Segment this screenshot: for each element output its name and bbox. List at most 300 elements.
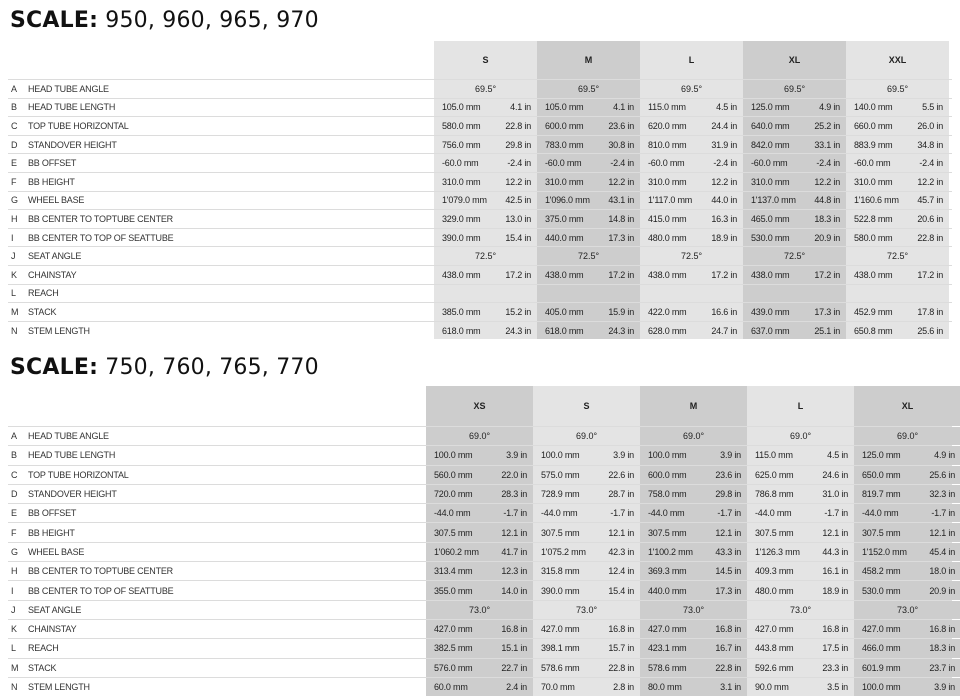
mm-value: 600.0 mm	[648, 469, 687, 480]
geometry-table-scale-700	[8, 386, 955, 696]
inch-value: 12.1 in	[501, 527, 527, 538]
inch-value: 3.9 in	[720, 450, 741, 461]
size-header-m: M	[537, 41, 640, 79]
table-cell	[846, 210, 949, 228]
title-lead: SCALE:	[10, 355, 99, 380]
inch-value: 22.8 in	[715, 662, 741, 673]
table-row	[8, 153, 952, 172]
inch-value: 4.9 in	[819, 102, 840, 113]
table-cell	[743, 192, 846, 210]
mm-value: 355.0 mm	[434, 585, 473, 596]
table-cell	[426, 466, 533, 484]
row-letter: A	[11, 431, 18, 442]
inch-value: 25.6 in	[917, 325, 943, 336]
table-cell	[640, 562, 747, 580]
mm-value: 660.0 mm	[854, 120, 893, 131]
inch-value: 23.6 in	[608, 120, 634, 131]
table-row	[8, 302, 952, 321]
table-row	[8, 619, 955, 638]
mm-value: 423.1 mm	[648, 643, 687, 654]
mm-value: 427.0 mm	[648, 624, 687, 635]
table-cell	[640, 543, 747, 561]
table-cell	[537, 192, 640, 210]
table-cell	[854, 446, 960, 464]
table-cell	[640, 523, 747, 541]
angle-value: 72.5°	[680, 251, 703, 262]
row-letter: J	[11, 604, 16, 615]
mm-value: 728.9 mm	[541, 489, 580, 500]
angle-value: 73.0°	[896, 604, 919, 615]
inch-value: 3.9 in	[613, 450, 634, 461]
mm-value: 307.5 mm	[434, 527, 473, 538]
inch-value: 44.3 in	[822, 546, 848, 557]
inch-value: 18.9 in	[711, 232, 737, 243]
row-label: TOP TUBE HORIZONTAL	[28, 469, 129, 480]
mm-value: 1'152.0 mm	[862, 546, 907, 557]
row-letter: B	[11, 450, 18, 461]
inch-value: 18.0 in	[929, 566, 955, 577]
inch-value: 16.7 in	[715, 643, 741, 654]
table-cell	[426, 427, 533, 445]
inch-value: 12.4 in	[608, 566, 634, 577]
row-label: HEAD TUBE ANGLE	[28, 431, 109, 442]
inch-value: 24.3 in	[505, 325, 531, 336]
inch-value: 17.2 in	[814, 269, 840, 280]
angle-value: 73.0°	[789, 604, 812, 615]
table-cell	[533, 581, 640, 599]
table-cell	[854, 562, 960, 580]
table-cell	[640, 154, 743, 172]
inch-value: 12.2 in	[505, 176, 531, 187]
table-cell	[743, 210, 846, 228]
table-row	[8, 79, 952, 98]
inch-value: 12.3 in	[501, 566, 527, 577]
inch-value: 16.8 in	[501, 624, 527, 635]
table-cell	[533, 427, 640, 445]
table-cell	[846, 247, 949, 265]
inch-value: 28.3 in	[501, 489, 527, 500]
table-cell	[854, 620, 960, 638]
size-header-s: S	[434, 41, 537, 79]
table-cell	[434, 303, 537, 321]
row-label: STANDOVER HEIGHT	[28, 139, 117, 150]
inch-value: 17.2 in	[711, 269, 737, 280]
table-row	[8, 209, 952, 228]
mm-value: 1'117.0 mm	[648, 195, 693, 206]
table-cell	[640, 485, 747, 503]
table-cell	[846, 117, 949, 135]
mm-value: 405.0 mm	[545, 306, 584, 317]
table-cell	[747, 562, 854, 580]
inch-value: 20.9 in	[814, 232, 840, 243]
table-cell	[743, 247, 846, 265]
inch-value: 14.5 in	[715, 566, 741, 577]
mm-value: 307.5 mm	[648, 527, 687, 538]
table-cell	[640, 427, 747, 445]
inch-value: -2.4 in	[610, 158, 634, 169]
mm-value: 1'137.0 mm	[751, 195, 796, 206]
table-row	[8, 116, 952, 135]
mm-value: 100.0 mm	[862, 682, 901, 692]
row-letter: L	[11, 643, 17, 654]
row-label: BB CENTER TO TOPTUBE CENTER	[28, 566, 173, 577]
inch-value: 44.8 in	[814, 195, 840, 206]
inch-value: 2.8 in	[613, 682, 634, 692]
inch-value: 3.1 in	[720, 682, 741, 692]
inch-value: 16.1 in	[822, 566, 848, 577]
angle-value: 69.5°	[783, 83, 806, 94]
table-cell	[537, 266, 640, 284]
angle-value: 72.5°	[577, 251, 600, 262]
table-cell	[743, 173, 846, 191]
mm-value: 465.0 mm	[751, 213, 790, 224]
size-header-xl: XL	[743, 41, 846, 79]
mm-value: 100.0 mm	[648, 450, 687, 461]
mm-value: -44.0 mm	[541, 508, 578, 519]
table-cell	[533, 659, 640, 677]
inch-value: 32.3 in	[929, 489, 955, 500]
table-cell	[640, 229, 743, 247]
table-cell	[846, 99, 949, 117]
table-cell	[743, 285, 846, 303]
inch-value: 3.9 in	[934, 682, 955, 692]
inch-value: 16.3 in	[711, 213, 737, 224]
table-row	[8, 191, 952, 210]
mm-value: 1'096.0 mm	[545, 195, 590, 206]
table-cell	[747, 659, 854, 677]
inch-value: 23.6 in	[715, 469, 741, 480]
angle-value: 72.5°	[474, 251, 497, 262]
table-cell	[640, 466, 747, 484]
table-cell	[434, 154, 537, 172]
row-label: HEAD TUBE LENGTH	[28, 450, 116, 461]
mm-value: 650.8 mm	[854, 325, 893, 336]
inch-value: 25.6 in	[929, 469, 955, 480]
mm-value: 100.0 mm	[434, 450, 473, 461]
table-cell	[846, 322, 949, 340]
inch-value: 16.6 in	[711, 306, 737, 317]
inch-value: 25.1 in	[814, 325, 840, 336]
inch-value: -2.4 in	[713, 158, 737, 169]
row-letter: C	[11, 120, 18, 131]
inch-value: 12.2 in	[814, 176, 840, 187]
table-cell	[434, 173, 537, 191]
inch-value: 22.8 in	[505, 120, 531, 131]
table-cell	[426, 446, 533, 464]
angle-value: 69.0°	[682, 431, 705, 442]
table-cell	[426, 581, 533, 599]
inch-value: 24.4 in	[711, 120, 737, 131]
mm-value: 310.0 mm	[751, 176, 790, 187]
table-row	[8, 561, 955, 580]
mm-value: 480.0 mm	[648, 232, 687, 243]
mm-value: 382.5 mm	[434, 643, 473, 654]
inch-value: 17.3 in	[814, 306, 840, 317]
table-cell	[640, 117, 743, 135]
title-models: 950, 960, 965, 970	[105, 8, 319, 33]
inch-value: 14.8 in	[608, 213, 634, 224]
inch-value: 15.7 in	[608, 643, 634, 654]
table-cell	[747, 620, 854, 638]
inch-value: 15.4 in	[608, 585, 634, 596]
table-cell	[747, 504, 854, 522]
row-label: REACH	[28, 643, 59, 654]
row-letter: F	[11, 176, 17, 187]
inch-value: 4.9 in	[934, 450, 955, 461]
inch-value: 16.8 in	[929, 624, 955, 635]
inch-value: 22.7 in	[501, 662, 527, 673]
mm-value: 385.0 mm	[442, 306, 481, 317]
angle-value: 69.0°	[896, 431, 919, 442]
inch-value: 20.6 in	[917, 213, 943, 224]
table-cell	[747, 678, 854, 696]
table-cell	[533, 620, 640, 638]
table-cell	[846, 229, 949, 247]
table-cell	[846, 266, 949, 284]
table-cell	[640, 322, 743, 340]
mm-value: 592.6 mm	[755, 662, 794, 673]
table-row	[8, 265, 952, 284]
table-cell	[434, 117, 537, 135]
mm-value: 307.5 mm	[755, 527, 794, 538]
table-cell	[537, 285, 640, 303]
table-cell	[640, 210, 743, 228]
table-cell	[537, 210, 640, 228]
mm-value: 480.0 mm	[755, 585, 794, 596]
angle-value: 69.5°	[474, 83, 497, 94]
table-cell	[426, 659, 533, 677]
inch-value: 12.1 in	[929, 527, 955, 538]
table-cell	[434, 210, 537, 228]
table-cell	[854, 485, 960, 503]
table-cell	[537, 322, 640, 340]
inch-value: -2.4 in	[816, 158, 840, 169]
table-cell	[533, 485, 640, 503]
table-cell	[640, 639, 747, 657]
mm-value: -60.0 mm	[751, 158, 788, 169]
mm-value: -44.0 mm	[434, 508, 471, 519]
table-row	[8, 465, 955, 484]
table-cell	[640, 601, 747, 619]
angle-value: 72.5°	[783, 251, 806, 262]
row-label: CHAINSTAY	[28, 624, 77, 635]
mm-value: 522.8 mm	[854, 213, 893, 224]
row-letter: F	[11, 527, 17, 538]
row-letter: N	[11, 682, 18, 692]
inch-value: 31.0 in	[822, 489, 848, 500]
row-label: BB CENTER TO TOP OF SEATTUBE	[28, 585, 174, 596]
table-cell	[537, 229, 640, 247]
inch-value: 15.9 in	[608, 306, 634, 317]
mm-value: 105.0 mm	[545, 102, 584, 113]
table-cell	[747, 427, 854, 445]
mm-value: -44.0 mm	[755, 508, 792, 519]
table-cell	[434, 247, 537, 265]
mm-value: 628.0 mm	[648, 325, 687, 336]
inch-value: 18.9 in	[822, 585, 848, 596]
row-label: WHEEL BASE	[28, 195, 85, 206]
row-label: REACH	[28, 288, 59, 299]
inch-value: 34.8 in	[917, 139, 943, 150]
mm-value: 390.0 mm	[442, 232, 481, 243]
table-row	[8, 98, 952, 117]
inch-value: 43.3 in	[715, 546, 741, 557]
table-cell	[426, 485, 533, 503]
inch-value: 17.8 in	[917, 306, 943, 317]
inch-value: 23.3 in	[822, 662, 848, 673]
mm-value: 422.0 mm	[648, 306, 687, 317]
inch-value: 42.3 in	[608, 546, 634, 557]
table-cell	[854, 659, 960, 677]
table-cell	[854, 523, 960, 541]
table-cell	[846, 80, 949, 98]
inch-value: 24.3 in	[608, 325, 634, 336]
inch-value: 12.2 in	[917, 176, 943, 187]
table-cell	[854, 504, 960, 522]
table-cell	[743, 117, 846, 135]
mm-value: 438.0 mm	[648, 269, 687, 280]
table-cell	[640, 285, 743, 303]
mm-value: 783.0 mm	[545, 139, 584, 150]
table-cell	[533, 678, 640, 696]
mm-value: 530.0 mm	[751, 232, 790, 243]
mm-value: 466.0 mm	[862, 643, 901, 654]
angle-value: 69.5°	[577, 83, 600, 94]
table-cell	[747, 446, 854, 464]
table-cell	[743, 303, 846, 321]
row-letter: C	[11, 469, 18, 480]
table-cell	[846, 285, 949, 303]
inch-value: 4.1 in	[613, 102, 634, 113]
angle-value: 73.0°	[575, 604, 598, 615]
size-header-row	[8, 386, 952, 426]
mm-value: 580.0 mm	[442, 120, 481, 131]
mm-value: 580.0 mm	[854, 232, 893, 243]
mm-value: 637.0 mm	[751, 325, 790, 336]
table-cell	[640, 504, 747, 522]
inch-value: 45.4 in	[929, 546, 955, 557]
mm-value: 458.2 mm	[862, 566, 901, 577]
angle-value: 69.0°	[468, 431, 491, 442]
mm-value: 819.7 mm	[862, 489, 901, 500]
table-cell	[854, 601, 960, 619]
table-row	[8, 172, 952, 191]
table-cell	[434, 229, 537, 247]
table-cell	[747, 639, 854, 657]
inch-value: 5.5 in	[922, 102, 943, 113]
row-letter: K	[11, 269, 18, 280]
inch-value: 17.3 in	[608, 232, 634, 243]
size-header-xl: XL	[854, 386, 960, 426]
inch-value: 12.1 in	[715, 527, 741, 538]
row-label: STACK	[28, 662, 57, 673]
mm-value: 842.0 mm	[751, 139, 790, 150]
inch-value: 45.7 in	[917, 195, 943, 206]
mm-value: 810.0 mm	[648, 139, 687, 150]
inch-value: 13.0 in	[505, 213, 531, 224]
mm-value: 398.1 mm	[541, 643, 580, 654]
mm-value: 438.0 mm	[442, 269, 481, 280]
mm-value: 438.0 mm	[545, 269, 584, 280]
inch-value: 23.7 in	[929, 662, 955, 673]
inch-value: 12.2 in	[711, 176, 737, 187]
mm-value: 440.0 mm	[648, 585, 687, 596]
inch-value: -1.7 in	[717, 508, 741, 519]
title-lead: SCALE:	[10, 8, 99, 33]
table-cell	[426, 523, 533, 541]
row-letter: N	[11, 325, 18, 336]
mm-value: 307.5 mm	[541, 527, 580, 538]
inch-value: 31.9 in	[711, 139, 737, 150]
table-cell	[640, 620, 747, 638]
inch-value: 15.2 in	[505, 306, 531, 317]
inch-value: 18.3 in	[814, 213, 840, 224]
table-cell	[533, 504, 640, 522]
inch-value: 12.1 in	[822, 527, 848, 538]
inch-value: 2.4 in	[506, 682, 527, 692]
mm-value: -44.0 mm	[862, 508, 899, 519]
inch-value: -1.7 in	[503, 508, 527, 519]
inch-value: 24.7 in	[711, 325, 737, 336]
inch-value: 16.8 in	[822, 624, 848, 635]
table-cell	[426, 562, 533, 580]
mm-value: 620.0 mm	[648, 120, 687, 131]
inch-value: 3.9 in	[506, 450, 527, 461]
inch-value: 15.1 in	[501, 643, 527, 654]
table-cell	[533, 639, 640, 657]
inch-value: 15.4 in	[505, 232, 531, 243]
mm-value: 530.0 mm	[862, 585, 901, 596]
table-row	[8, 522, 955, 541]
mm-value: 1'160.6 mm	[854, 195, 899, 206]
mm-value: -60.0 mm	[545, 158, 582, 169]
table-cell	[434, 99, 537, 117]
mm-value: 140.0 mm	[854, 102, 893, 113]
mm-value: 756.0 mm	[442, 139, 481, 150]
row-label: HEAD TUBE ANGLE	[28, 83, 109, 94]
table-cell	[747, 601, 854, 619]
inch-value: 24.6 in	[822, 469, 848, 480]
row-letter: I	[11, 585, 14, 596]
table-title-scale-700	[10, 355, 319, 380]
table-cell	[537, 303, 640, 321]
inch-value: -1.7 in	[610, 508, 634, 519]
table-cell	[640, 446, 747, 464]
table-cell	[743, 322, 846, 340]
table-cell	[537, 80, 640, 98]
inch-value: -1.7 in	[931, 508, 955, 519]
inch-value: 33.1 in	[814, 139, 840, 150]
row-label: BB OFFSET	[28, 158, 77, 169]
table-cell	[434, 266, 537, 284]
table-cell	[640, 99, 743, 117]
inch-value: 14.0 in	[501, 585, 527, 596]
mm-value: 125.0 mm	[862, 450, 901, 461]
row-letter: B	[11, 102, 18, 113]
table-cell	[426, 678, 533, 696]
table-row	[8, 658, 955, 677]
mm-value: 1'079.0 mm	[442, 195, 487, 206]
angle-value: 73.0°	[468, 604, 491, 615]
table-cell	[854, 678, 960, 696]
table-cell	[747, 466, 854, 484]
angle-value: 72.5°	[886, 251, 909, 262]
mm-value: 427.0 mm	[862, 624, 901, 635]
row-label: SEAT ANGLE	[28, 251, 82, 262]
mm-value: 115.0 mm	[755, 450, 793, 461]
table-cell	[846, 173, 949, 191]
row-letter: A	[11, 83, 18, 94]
